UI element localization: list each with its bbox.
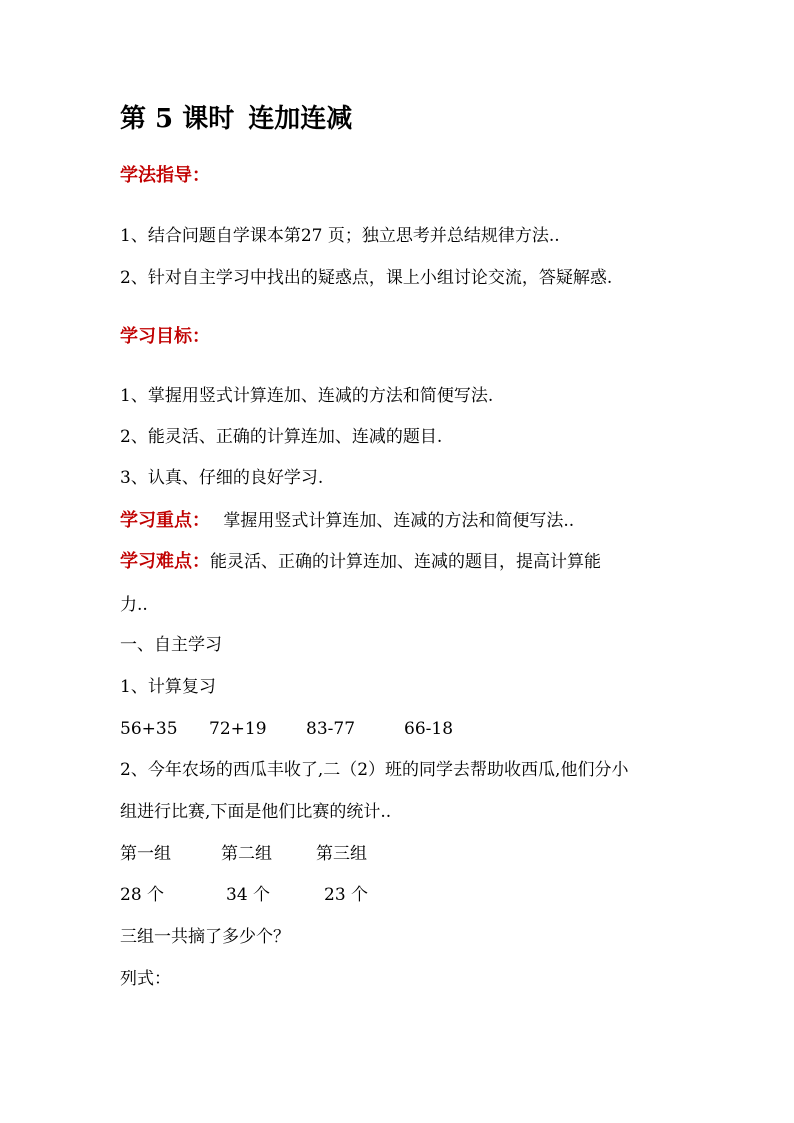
group-count: 28 个	[120, 885, 165, 905]
expression-row	[120, 718, 453, 740]
page-title	[120, 103, 352, 135]
lesson-number: 第 5 课时	[120, 104, 235, 134]
expression: 66-18	[404, 719, 454, 739]
objective-item-2: 2、能灵活、正确的计算连加、连减的题目.	[120, 427, 443, 447]
group-name: 第三组	[316, 844, 367, 864]
question-2-prompt: 三组一共摘了多少个？	[120, 927, 290, 947]
objective-item-1: 1、掌握用竖式计算连加、连减的方法和简便写法.	[120, 386, 494, 406]
group-count: 34 个	[226, 885, 271, 905]
key-point	[120, 510, 574, 532]
key-point-text: 掌握用竖式计算连加、连减的方法和简便写法..	[223, 511, 575, 531]
group-count-row	[120, 884, 368, 906]
objective-item-3: 3、认真、仔细的良好学习.	[120, 468, 324, 488]
study-guide-item-2: 2、针对自主学习中找出的疑惑点，课上小组讨论交流，答疑解惑.	[120, 268, 613, 288]
group-header-row	[120, 843, 367, 865]
group-count: 23 个	[324, 885, 369, 905]
difficulty-text-continued: 力..	[120, 595, 148, 615]
expression: 56+35	[120, 719, 178, 739]
study-guide-item-1: 1、结合问题自学课本第27 页；独立思考并总结规律方法..	[120, 226, 560, 246]
lesson-topic: 连加连减	[248, 104, 353, 134]
group-name: 第二组	[221, 844, 272, 864]
expression: 83-77	[306, 719, 356, 739]
section-one-heading: 一、自主学习	[120, 635, 222, 655]
question-1-label: 1、计算复习	[120, 677, 216, 697]
study-guide-heading: 学法指导：	[120, 165, 210, 186]
difficulty-label: 学习难点：	[120, 551, 210, 572]
question-2-text: 2、今年农场的西瓜丰收了,二（2）班的同学去帮助收西瓜,他们分小	[120, 760, 629, 780]
objectives-heading: 学习目标：	[120, 326, 210, 347]
answer-label: 列式：	[120, 969, 171, 989]
expression: 72+19	[209, 719, 267, 739]
group-name: 第一组	[120, 844, 171, 864]
question-2-text-continued: 组进行比赛,下面是他们比赛的统计..	[120, 802, 392, 822]
key-point-label: 学习重点：	[120, 510, 210, 531]
difficulty	[120, 551, 601, 573]
difficulty-text: 能灵活、正确的计算连加、连减的题目，提高计算能	[210, 552, 601, 572]
